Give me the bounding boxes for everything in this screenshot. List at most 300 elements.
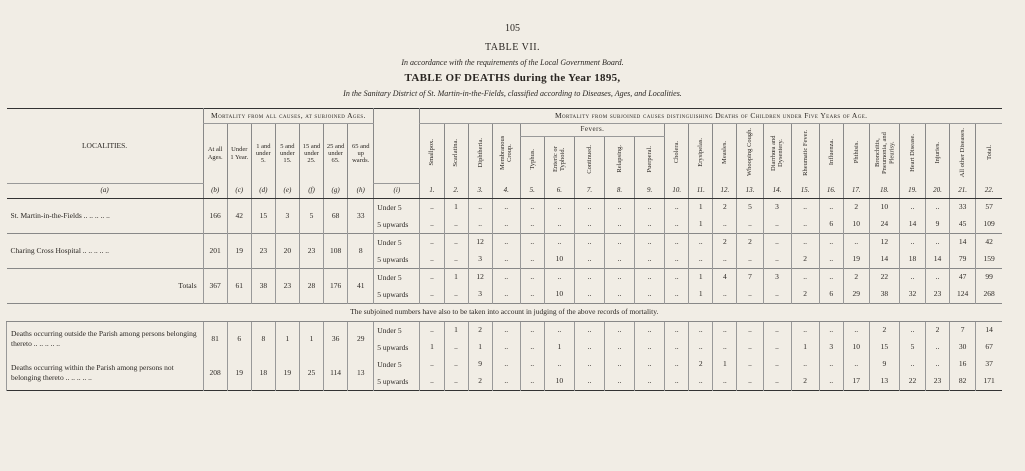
age-value: 19 <box>275 356 299 391</box>
age-value: 18 <box>251 356 275 391</box>
cause-value: .. <box>689 251 713 269</box>
header-col-index: (f) <box>299 183 323 198</box>
cause-value: .. <box>492 373 520 391</box>
age-value: 166 <box>203 198 227 233</box>
header-disease-col <box>665 124 689 184</box>
cause-value: .. <box>492 251 520 269</box>
cause-value: .. <box>899 321 925 339</box>
header-disease-col <box>713 124 737 184</box>
age-value: 15 <box>251 198 275 233</box>
age-group-label: Under 5 <box>374 356 420 373</box>
cause-value: 45 <box>950 216 976 234</box>
header-disease-label: Heart Disease. <box>908 133 916 172</box>
age-value: 29 <box>348 321 374 356</box>
cause-value: .. <box>665 356 689 373</box>
age-value: 38 <box>251 268 275 303</box>
cause-value: .. <box>689 339 713 356</box>
cause-value: 10 <box>869 198 899 216</box>
cause-value: .. <box>665 373 689 391</box>
cause-value: 14 <box>950 233 976 251</box>
cause-value: 4 <box>713 268 737 286</box>
header-disease-label: Puerperal. <box>646 145 654 173</box>
cause-value: .. <box>444 286 468 304</box>
cause-value: .. <box>444 356 468 373</box>
header-age-col: At all Ages. <box>203 124 227 184</box>
cause-value: .. <box>635 339 665 356</box>
cause-value: .. <box>520 286 544 304</box>
cause-value: .. <box>819 373 843 391</box>
cause-value: .. <box>635 356 665 373</box>
cause-value: 1 <box>791 339 819 356</box>
cause-value: 2 <box>791 373 819 391</box>
cause-value: 22 <box>899 373 925 391</box>
header-disease-label: Relapsing. <box>615 145 623 173</box>
header-col-index: 5. <box>520 183 544 198</box>
age-value: 367 <box>203 268 227 303</box>
header-disease-col <box>899 124 925 184</box>
table-row <box>7 356 1003 373</box>
cause-value: .. <box>605 339 635 356</box>
cause-value: .. <box>925 198 949 216</box>
header-disease-label: Enteric or Typhoid. <box>552 146 567 172</box>
cause-value: .. <box>819 356 843 373</box>
cause-value: .. <box>665 251 689 269</box>
header-age-blank <box>374 109 420 184</box>
cause-value: 9 <box>925 216 949 234</box>
cause-value: .. <box>665 268 689 286</box>
header-disease-label: Injuries. <box>933 141 941 164</box>
cause-value: 3 <box>763 268 791 286</box>
header-col-index: 1. <box>420 183 444 198</box>
subtitle: In accordance with the requirements of the Local Government Board. <box>401 58 624 67</box>
cause-value: .. <box>574 198 604 216</box>
header-age-col: Under 1 Year. <box>227 124 251 184</box>
header-col-index: (a) <box>7 183 204 198</box>
cause-value: .. <box>713 321 737 339</box>
header-disease-label: Rheumatic Fever. <box>801 129 809 176</box>
age-value: 8 <box>348 233 374 268</box>
cause-value: .. <box>520 198 544 216</box>
cause-value: .. <box>574 373 604 391</box>
cause-value: .. <box>689 233 713 251</box>
locality-label: St. Martin-in-the-Fields .. .. .. .. .. <box>10 210 110 220</box>
cause-value: .. <box>791 356 819 373</box>
cause-value: .. <box>635 198 665 216</box>
cause-value: .. <box>635 286 665 304</box>
cause-value: .. <box>468 216 492 234</box>
cause-value: .. <box>420 268 444 286</box>
header-disease-col <box>444 124 468 184</box>
cause-value: .. <box>737 251 763 269</box>
cause-value: 99 <box>976 268 1002 286</box>
header-disease-col <box>819 124 843 184</box>
cause-value: .. <box>737 373 763 391</box>
age-group-label: Under 5 <box>374 321 420 339</box>
cause-value: 1 <box>689 268 713 286</box>
cause-value: .. <box>843 321 869 339</box>
cause-value: .. <box>665 321 689 339</box>
cause-value: .. <box>689 321 713 339</box>
cause-value: 32 <box>899 286 925 304</box>
age-value: 1 <box>299 321 323 356</box>
cause-value: .. <box>444 373 468 391</box>
cause-value: .. <box>544 321 574 339</box>
cause-value: 14 <box>925 251 949 269</box>
cause-value: 1 <box>689 286 713 304</box>
header-disease-label: Continued. <box>585 144 593 174</box>
age-value: 1 <box>275 321 299 356</box>
cause-value: .. <box>492 321 520 339</box>
cause-value: 2 <box>791 251 819 269</box>
cause-value: 2 <box>468 321 492 339</box>
cause-value: 2 <box>843 268 869 286</box>
header-group-causes: Mortality from subjoined causes distinguishing Deaths of Children under Five Years of Age. <box>420 109 1002 124</box>
header-disease-label: Measles. <box>721 141 729 164</box>
cause-value: 171 <box>976 373 1002 391</box>
cause-value: 2 <box>689 356 713 373</box>
age-value: 8 <box>251 321 275 356</box>
header-col-index: (b) <box>203 183 227 198</box>
cause-value: .. <box>605 251 635 269</box>
header-col-index: 9. <box>635 183 665 198</box>
header-col-index: 11. <box>689 183 713 198</box>
header-fevers: Fevers. <box>520 124 664 137</box>
locality-label: Deaths occurring within the Parish among persons not belonging thereto .. .. .. .. .. <box>7 356 204 391</box>
header-col-index: (h) <box>348 183 374 198</box>
cause-value: 1 <box>444 321 468 339</box>
table-row <box>7 268 1003 286</box>
cause-value: 7 <box>737 268 763 286</box>
cause-value: .. <box>763 286 791 304</box>
age-value: 3 <box>275 198 299 233</box>
cause-value: 33 <box>950 198 976 216</box>
cause-value: 2 <box>737 233 763 251</box>
age-value: 19 <box>227 356 251 391</box>
cause-value: 124 <box>950 286 976 304</box>
cause-value: 2 <box>791 286 819 304</box>
header-col-index: (i) <box>374 183 420 198</box>
cause-value: 79 <box>950 251 976 269</box>
cause-value: 23 <box>925 286 949 304</box>
cause-value: .. <box>605 286 635 304</box>
cause-value: 12 <box>468 233 492 251</box>
age-value: 42 <box>227 198 251 233</box>
cause-value: .. <box>574 251 604 269</box>
cause-value: .. <box>737 356 763 373</box>
header-disease-label: Cholera. <box>673 141 681 164</box>
cause-value: .. <box>420 216 444 234</box>
cause-value: 23 <box>925 373 949 391</box>
header-disease-col <box>976 124 1002 184</box>
cause-value: .. <box>574 339 604 356</box>
cause-value: 3 <box>468 286 492 304</box>
header-disease-col <box>763 124 791 184</box>
cause-value: .. <box>635 373 665 391</box>
cause-value: .. <box>444 339 468 356</box>
cause-value: .. <box>763 339 791 356</box>
cause-value: .. <box>444 216 468 234</box>
age-value: 23 <box>251 233 275 268</box>
header-col-index: 19. <box>899 183 925 198</box>
cause-value: .. <box>420 251 444 269</box>
header-disease-col <box>468 124 492 184</box>
cause-value: .. <box>737 321 763 339</box>
cause-value: .. <box>520 356 544 373</box>
cause-value: 159 <box>976 251 1002 269</box>
cause-value: 1 <box>444 198 468 216</box>
cause-value: .. <box>763 373 791 391</box>
cause-value: 3 <box>468 251 492 269</box>
cause-value: .. <box>420 356 444 373</box>
cause-value: .. <box>520 339 544 356</box>
cause-value: 30 <box>950 339 976 356</box>
cause-value: 17 <box>843 373 869 391</box>
cause-value: 1 <box>468 339 492 356</box>
cause-value: .. <box>544 198 574 216</box>
header-age-col: 5 and under 15. <box>275 124 299 184</box>
age-value: 114 <box>324 356 348 391</box>
header-col-index: 21. <box>950 183 976 198</box>
cause-value: 10 <box>544 373 574 391</box>
cause-value: .. <box>420 373 444 391</box>
header-disease-col <box>791 124 819 184</box>
cause-value: .. <box>420 286 444 304</box>
cause-value: 47 <box>950 268 976 286</box>
cause-value: 13 <box>869 373 899 391</box>
age-value: 41 <box>348 268 374 303</box>
cause-value: .. <box>763 321 791 339</box>
age-value: 20 <box>275 233 299 268</box>
cause-value: 10 <box>544 251 574 269</box>
cause-value: 1 <box>444 268 468 286</box>
cause-value: 5 <box>737 198 763 216</box>
cause-value: .. <box>420 321 444 339</box>
cause-value: 22 <box>869 268 899 286</box>
header-col-index: (c) <box>227 183 251 198</box>
header-disease-label: Phthisis. <box>852 141 860 164</box>
cause-value: .. <box>544 233 574 251</box>
cause-value: .. <box>819 321 843 339</box>
age-value: 33 <box>348 198 374 233</box>
cause-value: 15 <box>869 339 899 356</box>
cause-value: .. <box>468 198 492 216</box>
cause-value: .. <box>899 356 925 373</box>
cause-value: .. <box>763 356 791 373</box>
cause-value: 2 <box>925 321 949 339</box>
age-value: 6 <box>227 321 251 356</box>
header-disease-label: Typhus. <box>528 148 536 170</box>
cause-value: 1 <box>420 339 444 356</box>
header-disease-col <box>635 137 665 184</box>
header-disease-col <box>737 124 763 184</box>
cause-value: .. <box>492 233 520 251</box>
cause-value: 2 <box>713 233 737 251</box>
age-group-label: 5 upwards <box>374 373 420 391</box>
header-disease-col <box>869 124 899 184</box>
header-disease-col <box>689 124 713 184</box>
header-disease-label: Diarrhœa and Dysentery. <box>769 134 785 171</box>
age-group-label: 5 upwards <box>374 286 420 304</box>
age-value: 208 <box>203 356 227 391</box>
header-disease-label: All other Diseases. <box>959 127 967 178</box>
cause-value: .. <box>635 251 665 269</box>
cause-value: 12 <box>869 233 899 251</box>
header-disease-label: Whooping Cough. <box>746 128 754 177</box>
cause-value: .. <box>791 198 819 216</box>
header-disease-col <box>574 137 604 184</box>
cause-value: .. <box>713 286 737 304</box>
age-value: 81 <box>203 321 227 356</box>
header-disease-label: Bronchitis, Pneumonia, and Pleurisy. <box>873 131 895 174</box>
cause-value: .. <box>665 216 689 234</box>
header-col-index: 12. <box>713 183 737 198</box>
age-value: 13 <box>348 356 374 391</box>
cause-value: 3 <box>819 339 843 356</box>
cause-value: .. <box>635 268 665 286</box>
cause-value: 109 <box>976 216 1002 234</box>
cause-value: .. <box>574 286 604 304</box>
locality-label: Totals <box>7 268 204 303</box>
header-disease-col <box>950 124 976 184</box>
header-disease-label: Erysipelas. <box>697 138 705 167</box>
cause-value: .. <box>791 268 819 286</box>
cause-value: .. <box>420 198 444 216</box>
deaths-table <box>6 108 1002 391</box>
header-disease-label: Diphtheria. <box>476 137 484 168</box>
cause-value: .. <box>605 268 635 286</box>
header-col-index: 22. <box>976 183 1002 198</box>
cause-value: .. <box>899 198 925 216</box>
header-disease-col <box>520 137 544 184</box>
header-col-index: 17. <box>843 183 869 198</box>
table-row <box>7 198 1003 216</box>
cause-value: .. <box>665 198 689 216</box>
cause-value: 268 <box>976 286 1002 304</box>
cause-value: 1 <box>713 356 737 373</box>
cause-value: 42 <box>976 233 1002 251</box>
header-col-index: 3. <box>468 183 492 198</box>
cause-value: .. <box>819 233 843 251</box>
age-value: 23 <box>275 268 299 303</box>
cause-value: 1 <box>689 216 713 234</box>
cause-value: 67 <box>976 339 1002 356</box>
cause-value: .. <box>574 233 604 251</box>
cause-value: 1 <box>689 198 713 216</box>
age-value: 176 <box>324 268 348 303</box>
age-value: 61 <box>227 268 251 303</box>
table-row <box>7 233 1003 251</box>
cause-value: 6 <box>819 286 843 304</box>
cause-value: 9 <box>869 356 899 373</box>
header-col-index: 6. <box>544 183 574 198</box>
cause-value: 18 <box>899 251 925 269</box>
cause-value: 29 <box>843 286 869 304</box>
header-disease-col <box>544 137 574 184</box>
cause-value: .. <box>689 373 713 391</box>
cause-value: .. <box>605 373 635 391</box>
cause-value: .. <box>520 216 544 234</box>
locality-label: Charing Cross Hospital .. .. .. .. .. <box>7 233 204 268</box>
cause-value: .. <box>520 251 544 269</box>
cause-value: .. <box>737 216 763 234</box>
note-text: The subjoined numbers have also to be taken into account in judging of the above records of mortality. <box>7 303 1003 321</box>
cause-value: .. <box>492 286 520 304</box>
age-group-label: Under 5 <box>374 268 420 286</box>
cause-value: .. <box>763 251 791 269</box>
cause-value: .. <box>665 339 689 356</box>
age-group-label: Under 5 <box>374 233 420 251</box>
cause-value: .. <box>492 198 520 216</box>
header-col-index: 10. <box>665 183 689 198</box>
cause-value: 24 <box>869 216 899 234</box>
cause-value: .. <box>665 233 689 251</box>
cause-value: .. <box>635 233 665 251</box>
age-value: 5 <box>299 198 323 233</box>
note-row <box>7 303 1003 321</box>
header-col-index: (d) <box>251 183 275 198</box>
header-disease-col <box>605 137 635 184</box>
table-label: TABLE VII. <box>484 42 541 53</box>
cause-value: .. <box>605 233 635 251</box>
cause-value: .. <box>791 233 819 251</box>
cause-value: 38 <box>869 286 899 304</box>
header-col-index: 7. <box>574 183 604 198</box>
age-value: 19 <box>227 233 251 268</box>
cause-value: 9 <box>468 356 492 373</box>
header-col-index: 2. <box>444 183 468 198</box>
cause-value: 3 <box>763 198 791 216</box>
age-value: 36 <box>324 321 348 356</box>
cause-value: .. <box>544 216 574 234</box>
age-value: 23 <box>299 233 323 268</box>
cause-value: 19 <box>843 251 869 269</box>
cause-value: .. <box>492 356 520 373</box>
age-group-label: 5 upwards <box>374 251 420 269</box>
header-disease-label: Influenza. <box>827 139 835 166</box>
district-line: In the Sanitary District of St. Martin-in-the-Fields, classified according to Diseases, Ages, and Localities. <box>343 89 682 98</box>
cause-value: .. <box>492 339 520 356</box>
cause-value: .. <box>925 339 949 356</box>
header-disease-col <box>420 124 444 184</box>
cause-value: 2 <box>713 198 737 216</box>
header-col-index: 8. <box>605 183 635 198</box>
header-col-index: (e) <box>275 183 299 198</box>
header-col-index: 14. <box>763 183 791 198</box>
cause-value: .. <box>444 251 468 269</box>
header-age-col: 25 and under 65. <box>324 124 348 184</box>
cause-value: 57 <box>976 198 1002 216</box>
age-value: 68 <box>324 198 348 233</box>
cause-value: .. <box>713 216 737 234</box>
cause-value: .. <box>713 251 737 269</box>
header-disease-col <box>925 124 949 184</box>
cause-value: .. <box>635 216 665 234</box>
age-value: 201 <box>203 233 227 268</box>
header-col-index: (g) <box>324 183 348 198</box>
cause-value: 14 <box>976 321 1002 339</box>
cause-value: .. <box>763 233 791 251</box>
cause-value: .. <box>520 233 544 251</box>
age-group-label: 5 upwards <box>374 216 420 234</box>
cause-value: 14 <box>899 216 925 234</box>
cause-value: .. <box>763 216 791 234</box>
header-disease-col <box>843 124 869 184</box>
cause-value: 2 <box>843 198 869 216</box>
cause-value: .. <box>420 233 444 251</box>
cause-value: .. <box>899 268 925 286</box>
cause-value: 82 <box>950 373 976 391</box>
cause-value: .. <box>492 268 520 286</box>
